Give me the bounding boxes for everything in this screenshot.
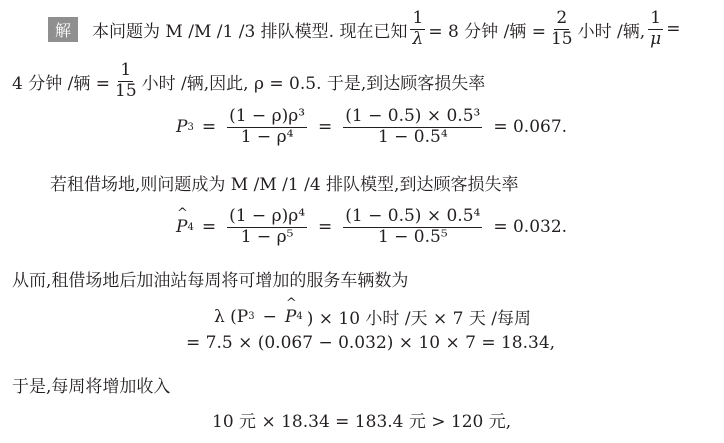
frac-den: 1 − ρ⁴ — [240, 126, 294, 147]
frac-den: 15 — [550, 28, 573, 49]
eq2-lhs-sub: 4 — [187, 221, 194, 233]
equation-3-line-2: = 7.5 × (0.067 − 0.032) × 10 × 7 = 18.34, — [186, 333, 556, 353]
frac-den: μ — [650, 28, 662, 49]
frac-num: 2 — [556, 8, 568, 28]
eq3-pre: λ (P — [214, 306, 249, 327]
eq3-sub-1: 3 — [248, 311, 255, 322]
fraction-1-over-15 — [113, 62, 139, 101]
eq2-fraction-numeric — [343, 208, 482, 247]
line-2 — [12, 62, 485, 101]
intro-text-4: = — [666, 19, 681, 40]
eq2-fraction-symbolic — [227, 208, 307, 247]
eq1-result: = 0.067. — [493, 117, 568, 138]
equation-3-line-1 — [214, 304, 531, 329]
eq3-hat-p: ^ P — [285, 307, 296, 327]
frac-den: 1 − 0.5⁴ — [377, 126, 448, 147]
eq2-result: = 0.032. — [493, 217, 568, 238]
text-from: 从而,租借场地后加油站每周将可增加的服务车辆数为 — [12, 271, 409, 291]
frac-den: 15 — [115, 80, 137, 101]
line2-text-2: 小时 /辆,因此, ρ = 0.5. 于是,到达顾客损失率 — [141, 73, 486, 94]
eq2-equals-2: = — [318, 217, 333, 238]
mid-text: 若租借场地,则问题成为 M /M /1 /4 排队模型,到达顾客损失率 — [50, 175, 519, 195]
eq2-lhs: ^ P — [176, 217, 187, 237]
text-then: 于是,每周将增加收入 — [12, 377, 171, 397]
intro-line — [48, 10, 680, 49]
fraction-1-over-lambda — [410, 10, 425, 49]
line2-text-1: 4 分钟 /辆 = — [12, 73, 110, 94]
frac-num: (1 − 0.5) × 0.5⁴ — [345, 206, 481, 226]
frac-num: (1 − ρ)ρ³ — [229, 106, 306, 126]
equation-4: 10 元 × 18.34 = 183.4 元 > 120 元, — [212, 412, 512, 432]
eq3-minus: − — [262, 306, 277, 327]
fraction-2-over-15 — [549, 10, 575, 49]
intro-text-1: 本问题为 M /M /1 /3 排队模型. 现在已知 — [92, 21, 408, 42]
eq1-equals-2: = — [318, 117, 333, 138]
eq1-fraction-symbolic — [227, 108, 307, 147]
frac-den: λ — [412, 28, 424, 49]
eq1-equals: = — [201, 117, 217, 138]
eq1-lhs-sub: 3 — [187, 121, 194, 133]
eq1-fraction-numeric — [343, 108, 482, 147]
eq2-equals: = — [201, 217, 217, 238]
frac-num: (1 − 0.5) × 0.5³ — [345, 106, 481, 126]
frac-num: 1 — [120, 60, 132, 80]
frac-den: 1 − 0.5⁵ — [377, 226, 448, 247]
solution-badge: 解 — [48, 17, 78, 42]
frac-num: (1 − ρ)ρ⁴ — [229, 206, 306, 226]
frac-num: 1 — [650, 8, 662, 28]
frac-den: 1 − ρ⁵ — [240, 226, 294, 247]
equation-p3 — [176, 108, 567, 147]
equation-p4-hat — [176, 208, 567, 247]
frac-num: 1 — [412, 8, 424, 28]
intro-text-3: 小时 /辆, — [577, 21, 646, 42]
fraction-1-over-mu — [648, 10, 663, 49]
intro-text-2: = 8 分钟 /辆 = — [428, 21, 546, 42]
eq3-sub-2: 4 — [296, 311, 303, 322]
eq1-lhs: P — [176, 117, 188, 138]
eq3-post: ) × 10 小时 /天 × 7 天 /每周 — [306, 309, 531, 329]
